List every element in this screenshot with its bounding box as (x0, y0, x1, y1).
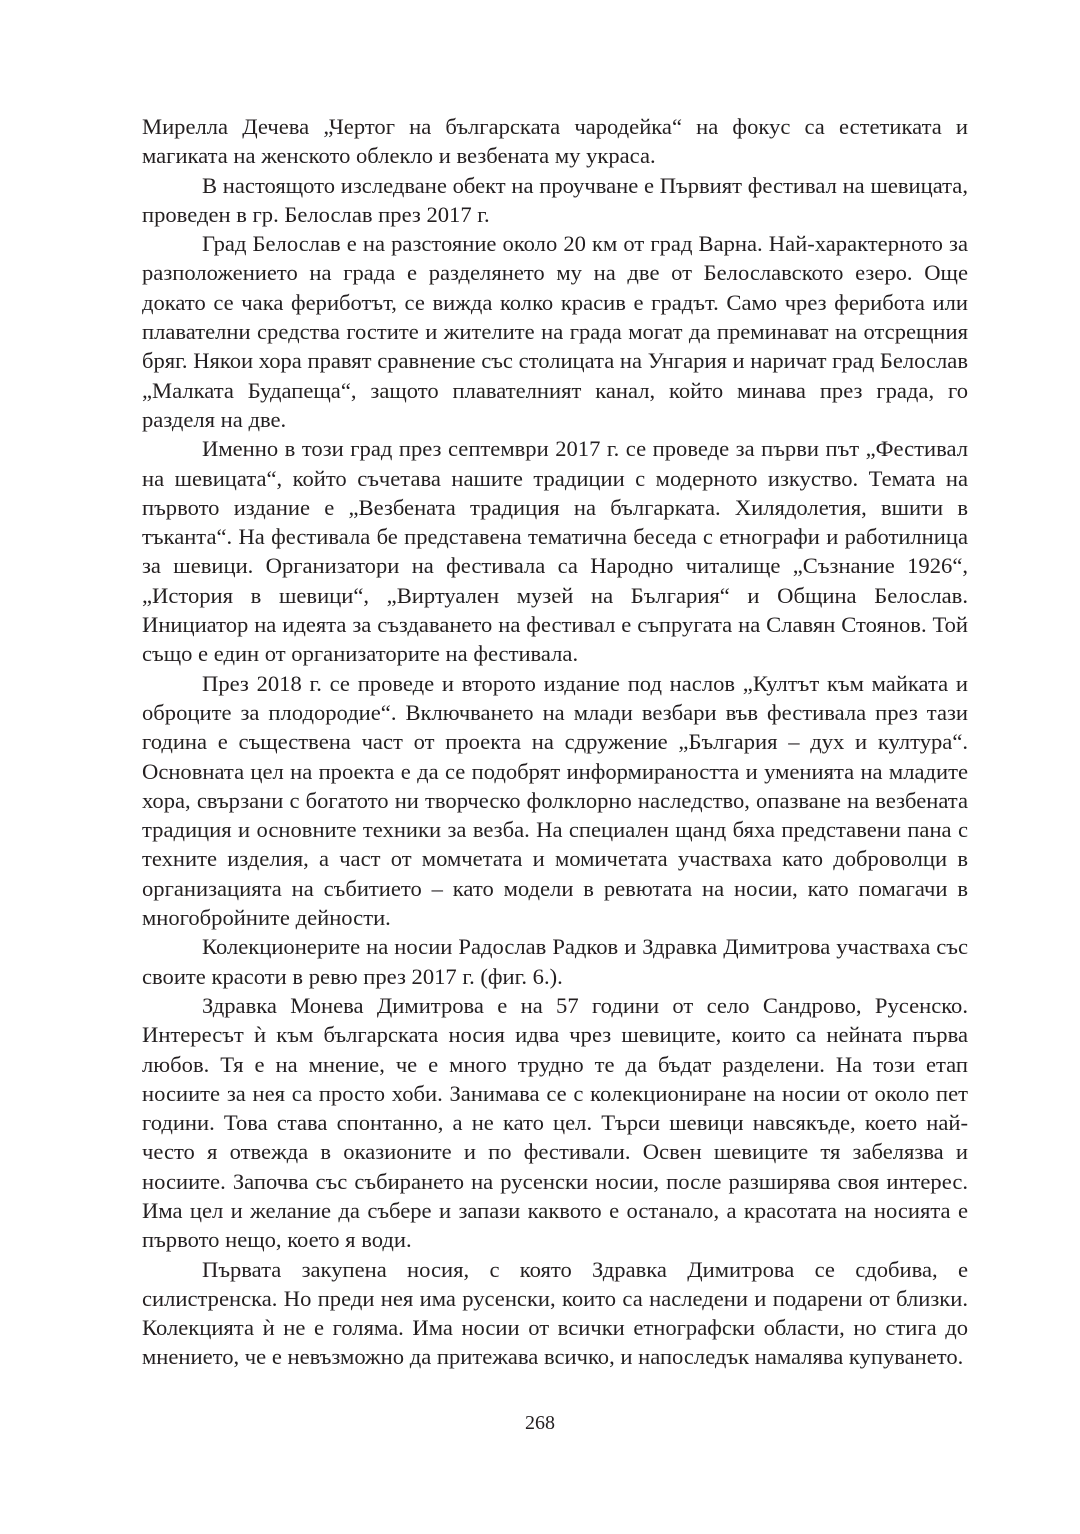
body-text (142, 112, 968, 1372)
paragraph-continuation: Мирелла Дечева „Чертог на българската чародейка“ на фокус са естетиката и магиката на женското облекло и везбената му украса. (142, 114, 968, 169)
paragraph: Здравка Монева Димитрова е на 57 години от село Сандрово, Русенско. Интересът ѝ към българската носия идва чрез шевиците, които са нейната първа любов. Тя е на мнение, че е много трудно те да бъдат разделени. На този етап носиите за нея са просто хоби. Занимава се с колекциониране на носии от около пет години. Това става спонтанно, а не като цел. Търси шевици навсякъде, което най-често я отвежда в оказионите и по фестивали. Освен шевиците тя забелязва и носиите. Започва със събирането на русенски носии, после разширява своя интерес. Има цел и желание да събере и запази каквото е останало, а красотата на носията е първото нещо, което я води. (142, 992, 968, 1253)
paragraph: През 2018 г. се проведе и второто издание под наслов „Култът към майката и оброците за плодородие“. Включването на млади везбари във фестивала през тази година е съществена част от проекта на сдружение „България – дух и култура“. Основната цел на проекта е да се подобрят информираността и уменията на младите хора, свързани с богатото ни творческо фолклорно наследство, опазване на везбената традиция и основните техники за везба. На специален щанд бяха представени пана с техните изделия, а част от момчетата и момичетата участваха като доброволци в организацията на събитието – като модели в ревютата на носии, като помагачи в многобройните дейности. (142, 670, 968, 931)
paragraph: Първата закупена носия, с която Здравка Димитрова се сдобива, е силистренска. Но преди нея има русенски, които са наследени и подарени от близки. Колекцията ѝ не е голяма. Има носии от всички етнографски области, но стига до мнението, че е невъзможно да притежава всичко, и напоследък намалява купуването. (142, 1256, 968, 1370)
paragraph: В настоящото изследване обект на проучване е Първият фестивал на шевицата, проведен в гр. Белослав през 2017 г. (142, 172, 968, 227)
paragraph: Колекционерите на носии Радослав Радков и Здравка Димитрова участваха със своите красоти в ревю през 2017 г. (фиг. 6.). (142, 934, 968, 989)
paragraph: Именно в този град през септември 2017 г. се проведе за първи път „Фестивал на шевицата“, който съчетава нашите традиции с модерното изкуство. Темата на първото издание е „Везбената традиция на българката. Хилядолетия, вшити в тъканта“. На фестивала бе представена тематична беседа с етнографи и работилница за шевици. Организатори на фестивала са Народно читалище „Съзнание 1926“, „История в шевици“, „Виртуален музей на България“ и Община Белослав. Инициатор на идеята за създаването на фестивал е съпругата на Славян Стоянов. Той също е един от организаторите на фестивала. (142, 436, 968, 667)
page-number: 268 (525, 1412, 555, 1434)
paragraph: Град Белослав е на разстояние около 20 км от град Варна. Най-характерното за разположението на града е разделянето му на две от Белославското езеро. Още докато се чака фериботът, се вижда колко красив е градът. Само чрез ферибота или плавателни средства гостите и жителите на града могат да преминават на отсрещния бряг. Някои хора правят сравнение със столицата на Унгария и наричат град Белослав „Малката Будапеща“, защото плавателният канал, който минава през града, го разделя на две. (142, 231, 968, 432)
